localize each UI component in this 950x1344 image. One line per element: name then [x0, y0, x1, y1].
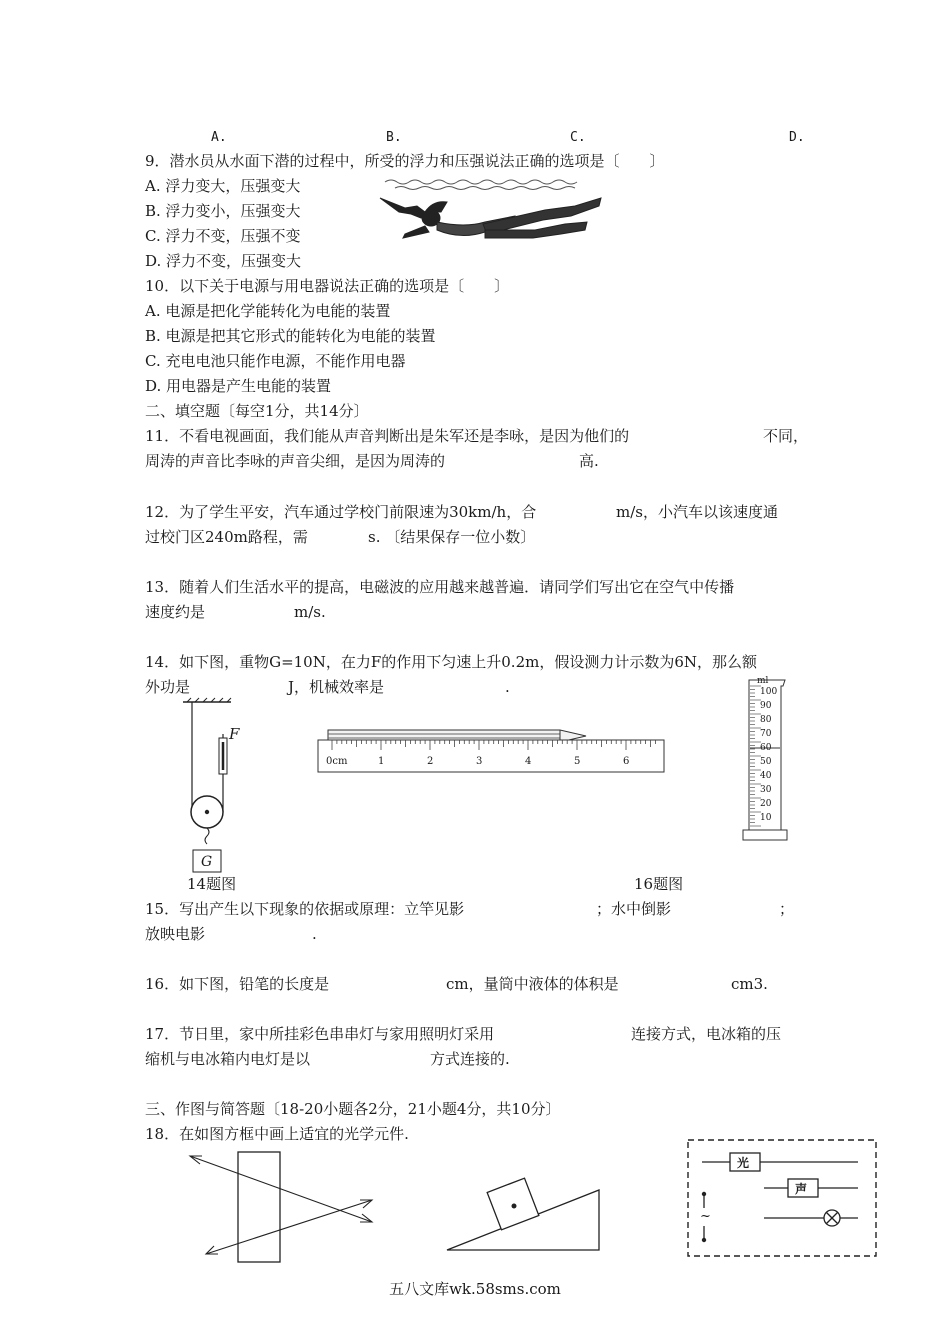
cylinder-tick-label: 20 — [760, 799, 772, 809]
q15-line1b: ；水中倒影 — [596, 900, 672, 918]
ruler-tick-label: 6 — [623, 756, 630, 767]
q16-part-b: cm，量筒中液体的体积是 — [446, 975, 619, 993]
q17-line2b: 方式连接的. — [430, 1050, 510, 1068]
q15-line1c: ； — [779, 900, 795, 918]
circuit-ac-source-label: ~ — [700, 1209, 711, 1224]
q9-option-d: D. 浮力不变，压强变大 — [145, 252, 302, 270]
q16-part-a: 16．如下图，铅笔的长度是 — [145, 975, 330, 993]
cylinder-tick-label: 10 — [760, 813, 772, 823]
cylinder-tick-label: 90 — [760, 701, 772, 711]
q10-stem: 10．以下关于电源与用电器说法正确的选项是〔 〕 — [145, 277, 510, 295]
q14-line1: 14．如下图，重物G=10N，在力F的作用下匀速上升0.2m，假设测力计示数为6N，那么额 — [145, 653, 758, 671]
q13-line2a: 速度约是 — [145, 603, 206, 621]
q16-part-c: cm3. — [731, 975, 768, 993]
q12-line2b: s. 〔结果保存一位小数〕 — [368, 528, 536, 546]
q9-option-a: A. 浮力变大，压强变大 — [145, 177, 301, 195]
circuit-diagram — [684, 1136, 880, 1260]
q14-line2b: J，机械效率是 — [288, 678, 385, 696]
q11-line2b: 高. — [579, 452, 599, 470]
choice-label-c: C. — [570, 130, 586, 145]
q12-line1a: 12．为了学生平安，汽车通过学校门前限速为30km/h，合 — [145, 503, 537, 521]
q14-line2c: . — [505, 678, 510, 696]
fig16-caption: 16题图 — [634, 875, 684, 893]
q15-line1a: 15．写出产生以下现象的依据或原理：立竿见影 — [145, 900, 465, 918]
circuit-light-sensor-label: 光 — [737, 1156, 750, 1170]
incline-diagram — [443, 1180, 603, 1254]
cylinder-tick-label: 100 — [760, 687, 778, 697]
cylinder-unit-label: ml — [757, 676, 769, 686]
ruler-tick-label: 5 — [574, 756, 581, 767]
ruler-tick-label: 3 — [476, 756, 483, 767]
footer-watermark: 五八文库wk.58sms.com — [389, 1280, 561, 1298]
q11-line2a: 周涛的声音比李咏的声音尖细，是因为周涛的 — [145, 452, 446, 470]
q11-line1b: 不同， — [763, 427, 809, 445]
optics-box-diagram — [186, 1150, 376, 1266]
diver-illustration — [375, 172, 605, 262]
q15-line2b: . — [312, 925, 317, 943]
fig14-weight-label: G — [201, 854, 213, 870]
q17-line1a: 17．节日里，家中所挂彩色串串灯与家用照明灯采用 — [145, 1025, 495, 1043]
q13-line1: 13．随着人们生活水平的提高，电磁波的应用越来越普遍．请同学们写出它在空气中传播 — [145, 578, 735, 596]
choice-label-d: D. — [789, 130, 805, 145]
cylinder-tick-label: 40 — [760, 771, 772, 781]
q18-stem: 18．在如图方框中画上适宜的光学元件. — [145, 1125, 409, 1143]
q12-line2a: 过校门区240m路程，需 — [145, 528, 308, 546]
q11-line1a: 11．不看电视画面，我们能从声音判断出是朱军还是李咏，是因为他们的 — [145, 427, 630, 445]
section-3-heading: 三、作图与简答题〔18-20小题各2分，21小题4分，共10分〕 — [145, 1100, 561, 1118]
ruler-tick-label: 1 — [378, 756, 385, 767]
cylinder-tick-label: 70 — [760, 729, 772, 739]
q10-option-b: B. 电源是把其它形式的能转化为电能的装置 — [145, 327, 436, 345]
q9-stem: 9．潜水员从水面下潜的过程中，所受的浮力和压强说法正确的选项是〔 〕 — [145, 152, 665, 170]
q10-option-c: C. 充电电池只能作电源，不能作用电器 — [145, 352, 406, 370]
ruler-tick-label: 0cm — [326, 756, 348, 767]
q17-line2a: 缩机与电冰箱内电灯是以 — [145, 1050, 311, 1068]
fig14-caption: 14题图 — [187, 875, 237, 893]
q9-option-b: B. 浮力变小，压强变大 — [145, 202, 301, 220]
choice-label-a: A. — [211, 130, 227, 145]
q10-option-a: A. 电源是把化学能转化为电能的装置 — [145, 302, 391, 320]
cylinder-tick-label: 80 — [760, 715, 772, 725]
ruler-tick-label: 2 — [427, 756, 434, 767]
q9-option-c: C. 浮力不变，压强不变 — [145, 227, 301, 245]
q12-line1b: m/s，小汽车以该速度通 — [616, 503, 778, 521]
circuit-sound-sensor-label: 声 — [795, 1182, 808, 1196]
q17-line1b: 连接方式，电冰箱的压 — [631, 1025, 782, 1043]
cylinder-tick-label: 50 — [760, 757, 772, 767]
q10-option-d: D. 用电器是产生电能的装置 — [145, 377, 332, 395]
q13-line2b: m/s. — [294, 603, 326, 621]
fig14-force-label: F — [229, 725, 240, 743]
cylinder-tick-label: 30 — [760, 785, 772, 795]
cylinder-tick-label: 60 — [760, 743, 772, 753]
ruler-figure — [314, 726, 666, 776]
section-2-heading: 二、填空题〔每空1分，共14分〕 — [145, 402, 369, 420]
choice-label-b: B. — [386, 130, 402, 145]
ruler-tick-label: 4 — [525, 756, 532, 767]
q15-line2a: 放映电影 — [145, 925, 206, 943]
q14-line2a: 外功是 — [145, 678, 191, 696]
